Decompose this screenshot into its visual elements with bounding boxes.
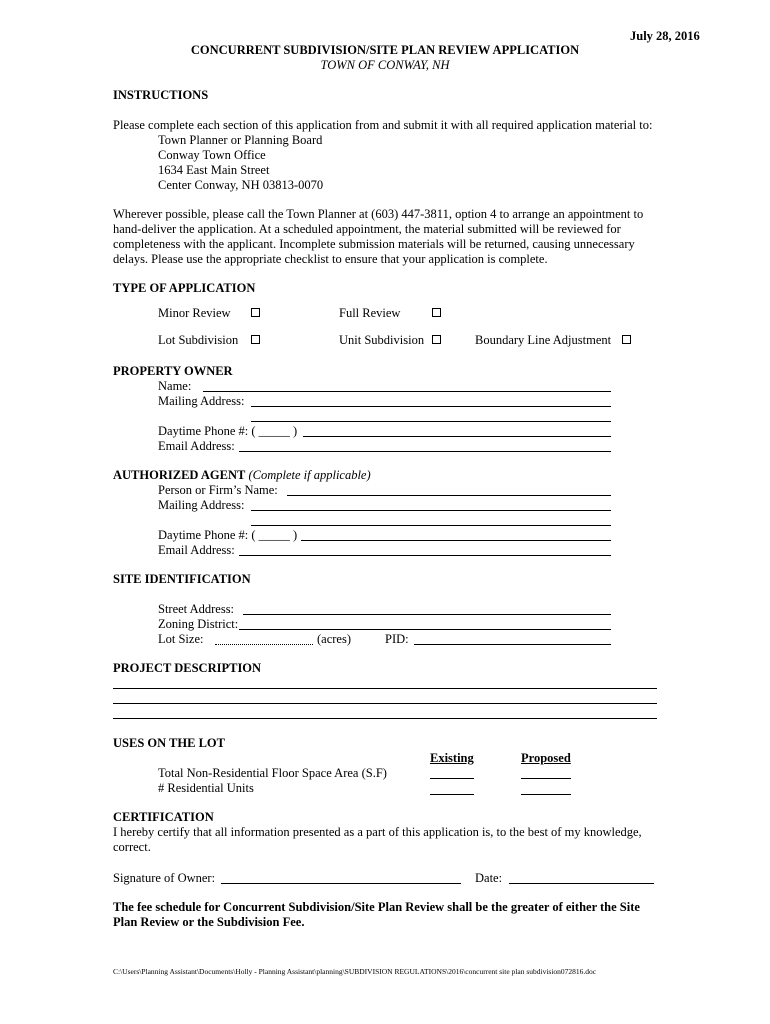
agent-note: (Complete if applicable) [248,468,371,482]
agent-phone-label: Daytime Phone #: ( _____ ) [158,528,298,542]
page-title: CONCURRENT SUBDIVISION/SITE PLAN REVIEW APPLICATION [190,43,580,57]
fee-note: The fee schedule for Concurrent Subdivision/Site Plan Review shall be the greater of either the Site Plan Review or the Subdivision Fee. [113,900,640,929]
type-heading: TYPE OF APPLICATION [113,281,256,295]
agent-email-field[interactable] [239,555,611,556]
agent-heading: AUTHORIZED AGENT [113,468,246,482]
date-field[interactable] [509,883,654,884]
address-line: 1634 East Main Street [158,163,270,177]
lot-size-field[interactable] [215,644,313,645]
full-review-checkbox[interactable] [432,308,441,317]
certification-text: I hereby certify that all information presented as a part of this application is, to the best of my knowledge, correct. [113,825,642,854]
units-existing-field[interactable] [430,794,474,795]
instructions-body: Wherever possible, please call the Town Planner at (603) 447-3811, option 4 to arrange an appointment to hand-deliver the application. At a scheduled appointment, the material submitted will be reviewed for completeness with the applicant. Incomplete submission materials will be returned, causing unnecessary delays. Please use the appropriate checklist to ensure that your application is complete. [113,207,644,266]
boundary-line-adjustment-checkbox[interactable] [622,335,631,344]
owner-name-label: Name: [158,379,192,393]
owner-mailing-label: Mailing Address: [158,394,245,408]
street-field[interactable] [243,614,611,615]
pid-label: PID: [385,632,409,646]
agent-person-field[interactable] [287,495,611,496]
site-heading: SITE IDENTIFICATION [113,572,251,586]
agent-phone-field[interactable] [301,540,611,541]
acres-label: (acres) [317,632,351,646]
floor-space-existing-field[interactable] [430,778,474,779]
date-label: Date: [475,871,503,885]
proposed-column-header: Proposed [521,751,571,765]
uses-row-label: # Residential Units [158,781,254,795]
property-owner-heading: PROPERTY OWNER [113,364,233,378]
uses-heading: USES ON THE LOT [113,736,225,750]
agent-person-label: Person or Firm’s Name: [158,483,278,497]
owner-phone-field[interactable] [303,436,611,437]
lot-size-label: Lot Size: [158,632,204,646]
units-proposed-field[interactable] [521,794,571,795]
address-line: Town Planner or Planning Board [158,133,323,147]
address-line: Center Conway, NH 03813-0070 [158,178,324,192]
unit-subdivision-checkbox[interactable] [432,335,441,344]
option-label: Full Review [339,306,401,320]
signature-field[interactable] [221,883,461,884]
document-date: July 28, 2016 [630,29,700,43]
agent-mailing-label: Mailing Address: [158,498,245,512]
owner-name-field[interactable] [203,391,611,392]
instructions-heading: INSTRUCTIONS [113,88,209,102]
owner-mailing-field[interactable] [251,406,611,407]
option-label: Unit Subdivision [339,333,425,347]
existing-column-header: Existing [430,751,474,765]
owner-phone-label: Daytime Phone #: ( _____ ) [158,424,298,438]
lot-subdivision-checkbox[interactable] [251,335,260,344]
page-subtitle: TOWN OF CONWAY, NH [320,58,450,72]
agent-heading-row [113,468,371,483]
project-description-line-3[interactable] [113,718,657,719]
signature-label: Signature of Owner: [113,871,216,885]
owner-email-label: Email Address: [158,439,235,453]
floor-space-proposed-field[interactable] [521,778,571,779]
project-description-heading: PROJECT DESCRIPTION [113,661,262,675]
owner-email-field[interactable] [239,451,611,452]
zoning-label: Zoning District: [158,617,239,631]
owner-mailing-field-2[interactable] [251,421,611,422]
project-description-line-2[interactable] [113,703,657,704]
street-label: Street Address: [158,602,235,616]
pid-field[interactable] [414,644,611,645]
instructions-intro: Please complete each section of this application from and submit it with all required application material to: [113,118,653,132]
option-label: Boundary Line Adjustment [475,333,612,347]
option-label: Lot Subdivision [158,333,239,347]
agent-email-label: Email Address: [158,543,235,557]
zoning-field[interactable] [239,629,611,630]
certification-heading: CERTIFICATION [113,810,214,824]
project-description-line-1[interactable] [113,688,657,689]
agent-mailing-field[interactable] [251,510,611,511]
footer-file-path: C:\Users\Planning Assistant\Documents\Holly - Planning Assistant\planning\SUBDIVISION REGULATIONS\2016\concurrent site plan subdivision072816.doc [113,967,597,976]
option-label: Minor Review [158,306,231,320]
address-line: Conway Town Office [158,148,266,162]
agent-mailing-field-2[interactable] [251,525,611,526]
minor-review-checkbox[interactable] [251,308,260,317]
uses-row-label: Total Non-Residential Floor Space Area (S.F) [158,766,387,780]
